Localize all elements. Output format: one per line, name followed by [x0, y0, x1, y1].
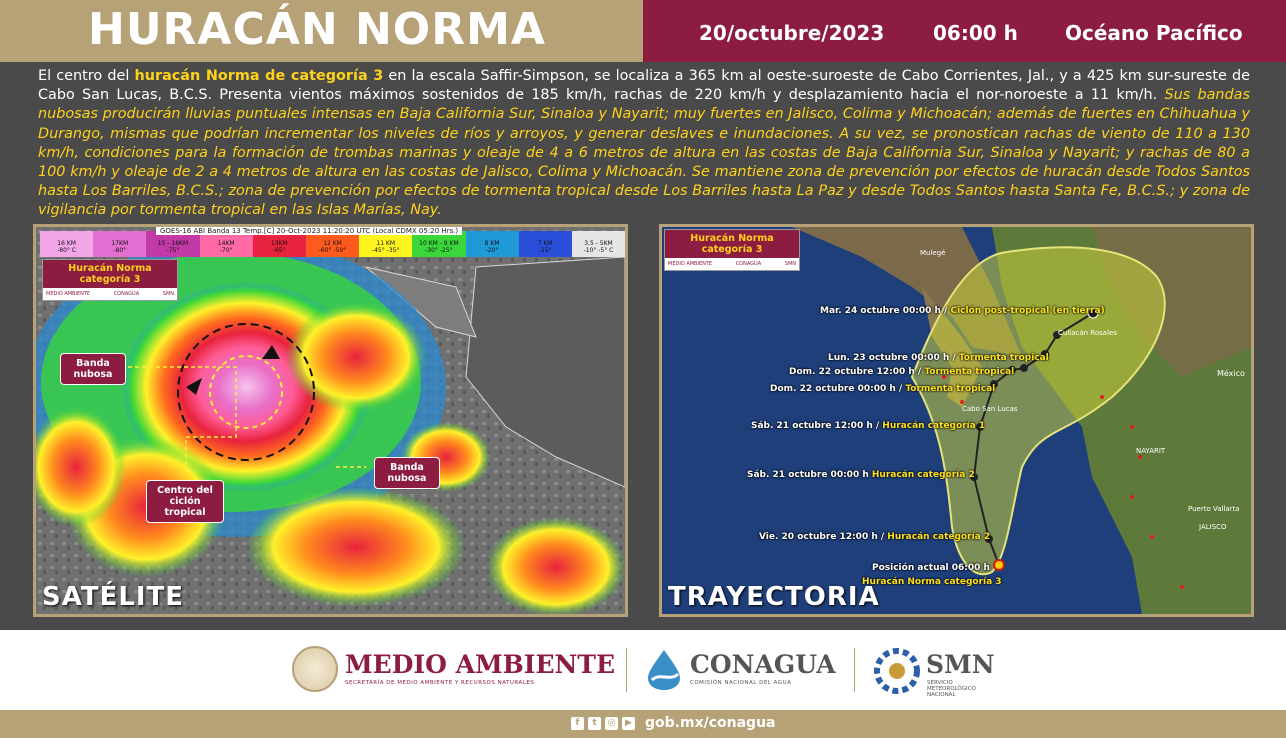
place-cabo: Cabo San Lucas [962, 405, 1018, 413]
instagram-icon[interactable]: ◎ [605, 717, 618, 730]
current-position-status [862, 577, 1002, 587]
bulletin-region: Océano Pacífico [1065, 21, 1243, 45]
satellite-badge [42, 259, 178, 301]
track-status: Tormenta tropical [905, 384, 996, 394]
badge-logo-medio: MEDIO AMBIENTE [46, 291, 91, 297]
track-time: Vie. 20 octubre 12:00 h / [759, 532, 888, 542]
legend-km: 13KM [270, 240, 288, 247]
bulletin-highlight: huracán Norma de categoría 3 [134, 68, 384, 84]
track-status: Tormenta tropical [958, 353, 1049, 363]
track-point-label [747, 470, 975, 480]
satellite-image-title: GOES-16 ABI Banda 13 Temp.[C] 20-Oct-2023 11:20:20 UTC (Local CDMX 05:20 Hrs.) [156, 227, 462, 235]
footer-divider [854, 648, 855, 692]
legend-temp: -20° [485, 247, 499, 254]
track-status: Ciclón post-tropical (en tierra) [950, 306, 1105, 316]
legend-km: 15 - 16KM [157, 240, 189, 247]
place-nayarit: NAYARIT [1136, 447, 1166, 455]
legend-km: 16 KM [57, 240, 76, 247]
badge-logo-smn: SMN [784, 261, 796, 267]
conagua-logo: CONAGUA [690, 650, 836, 679]
smn-logo: SMN [926, 650, 995, 679]
bulletin-forecast: Sus bandas nubosas producirán lluvias puntuales intensas en Baja California Sur, Sinaloa y Nayarit; muy fuertes en Jalisco, Colima y Michoacán; además de fuertes en Chihuahua y Durango, mismas que podrían incrementar los niveles de ríos y arroyos, y generar deslaves e inundaciones. A su vez, se pronostican rachas de viento de 110 a 130 km/h, condiciones para la formación de trombas marinas y oleaje de 4 a 6 metros de altura en las costas de Baja California Sur, Sinaloa y Nayarit; y rachas de 80 a 100 km/h y oleaje de 2 a 4 metros de altura en las costas de Jalisco, Colima y Michoacán. Se mantiene zona de prevención por efectos de huracán desde Todos Santos hasta Los Barriles, B.C.S.; zona de prevención por efectos de tormenta tropical desde Los Barriles hasta La Paz y desde Todos Santos hasta Santa Fe, B.C.S.; y zona de vigilancia por tormenta tropical en las Islas Marías, Nay. [38, 87, 1250, 219]
track-status: Huracán categoría 2 [871, 470, 975, 480]
track-point-label [770, 384, 995, 394]
badge-logo-conagua: CONAGUA [735, 261, 762, 267]
legend-swatch [466, 231, 519, 257]
track-time: Sáb. 21 octubre 00:00 h [747, 470, 872, 480]
track-time: Dom. 22 octubre 00:00 h / [770, 384, 906, 394]
place-vallarta: Puerto Vallarta [1188, 505, 1240, 513]
legend-swatch [519, 231, 572, 257]
smn-subtitle-line: NACIONAL [927, 692, 956, 698]
conagua-subtitle: COMISIÓN NACIONAL DEL AGUA [690, 680, 792, 686]
track-point-label [820, 306, 1105, 316]
bulletin-text [38, 67, 1250, 221]
legend-km: 14KM [217, 240, 235, 247]
legend-temp: -30° -25° [425, 247, 453, 254]
facebook-icon[interactable]: f [571, 717, 584, 730]
legend-swatch [93, 231, 146, 257]
legend-km: 8 KM [484, 240, 500, 247]
legend-swatch [572, 231, 625, 257]
label-centro-ciclon: Centro del ciclón tropical [146, 480, 224, 523]
info-bar [643, 0, 1286, 62]
legend-temp: -65° [272, 247, 286, 254]
legend-temp: -80° [113, 247, 127, 254]
place-jalisco: JALISCO [1199, 523, 1227, 531]
satellite-panel [33, 224, 628, 617]
place-culiacan: Culiacán Rosales [1058, 329, 1117, 337]
track-point-label [789, 367, 1014, 377]
legend-temp: -45° -35° [371, 247, 400, 254]
track-time: Dom. 22 octubre 12:00 h / [789, 367, 925, 377]
place-mexico: México [1217, 369, 1245, 378]
legend-km: 7 KM [537, 240, 553, 247]
current-position-label: Posición actual 06:00 h [872, 563, 990, 573]
satellite-tag: SATÉLITE [42, 582, 185, 612]
smn-subtitle [927, 680, 976, 698]
youtube-icon[interactable]: ▶ [622, 717, 635, 730]
label-banda-nubosa-2: Banda nubosa [374, 457, 440, 489]
footer-logos [0, 630, 1286, 710]
badge-logos [665, 258, 799, 270]
bulletin-date: 20/octubre/2023 [699, 21, 885, 45]
legend-km: 10 KM - 9 KM [419, 240, 459, 247]
badge-logo-conagua: CONAGUA [113, 291, 140, 297]
track-time: Lun. 23 octubre 00:00 h / [828, 353, 959, 363]
label-banda-nubosa-1: Banda nubosa [60, 353, 126, 385]
title-bar [0, 0, 643, 62]
mexico-seal-icon [292, 646, 338, 692]
track-time: Mar. 24 octubre 00:00 h / [820, 306, 951, 316]
legend-km: 3.5 - 5KM [584, 240, 613, 247]
trajectory-badge [664, 229, 800, 271]
badge-logo-medio: MEDIO AMBIENTE [668, 261, 713, 267]
badge-logos [43, 288, 177, 300]
medio-ambiente-logo: MEDIO AMBIENTE [345, 650, 616, 679]
social-icons [571, 717, 635, 730]
bulletin-part: El centro del [38, 68, 135, 84]
legend-swatch [40, 231, 93, 257]
legend-temp: -10° -5° C [583, 247, 614, 254]
legend-km: 17KM [111, 240, 129, 247]
twitter-icon[interactable]: t [588, 717, 601, 730]
badge-title: Huracán Norma categoría 3 [43, 260, 177, 288]
track-status: Tormenta tropical [924, 367, 1015, 377]
track-point-label [751, 421, 985, 431]
legend-temp: -15° [538, 247, 552, 254]
medio-ambiente-subtitle: SECRETARÍA DE MEDIO AMBIENTE Y RECURSOS NATURALES [345, 680, 535, 686]
track-status: Huracán categoría 2 [887, 532, 991, 542]
legend-temp: -60° -50° [318, 247, 347, 254]
smn-swirl-icon [874, 648, 920, 694]
current-status: Huracán Norma categoría 3 [862, 577, 1002, 587]
trajectory-panel [659, 224, 1254, 617]
legend-temp: -80° C [57, 247, 77, 254]
bulletin-part: en la escala Saffir-Simpson, se localiza a 365 km al oeste-suroeste de Cabo Corrientes, Jal., y a 425 km sur-sureste de Cabo San Lucas, B.C.S. Presenta vientos máximos sostenidos de 185 km/h, rachas de 220 km/h y desplazamiento hacia el nor-noroeste a 11 km/h. [38, 68, 1250, 104]
badge-logo-smn: SMN [162, 291, 174, 297]
conagua-drop-icon [644, 648, 684, 692]
legend-temp: -75° [166, 247, 180, 254]
trajectory-tag: TRAYECTORIA [668, 582, 880, 612]
track-time: Sáb. 21 octubre 12:00 h / [751, 421, 883, 431]
page-title: HURACÁN NORMA [88, 4, 546, 55]
smn-subtitle-line: SERVICIO [927, 680, 953, 686]
track-point-label [828, 353, 1049, 363]
smn-subtitle-line: METEOROLÓGICO [927, 686, 976, 692]
track-status: Huracán categoría 1 [882, 421, 986, 431]
track-point-label [759, 532, 990, 542]
legend-km: 11 KM [376, 240, 396, 247]
place-mulege: Mulegé [920, 249, 946, 257]
bottom-bar [0, 710, 1286, 738]
footer-divider [626, 648, 627, 692]
legend-km: 12 KM [323, 240, 342, 247]
bulletin-time: 06:00 h [933, 21, 1018, 45]
website-link[interactable]: gob.mx/conagua [645, 715, 776, 731]
legend-temp: -70° [219, 247, 233, 254]
badge-title: Huracán Norma categoría 3 [665, 230, 799, 258]
